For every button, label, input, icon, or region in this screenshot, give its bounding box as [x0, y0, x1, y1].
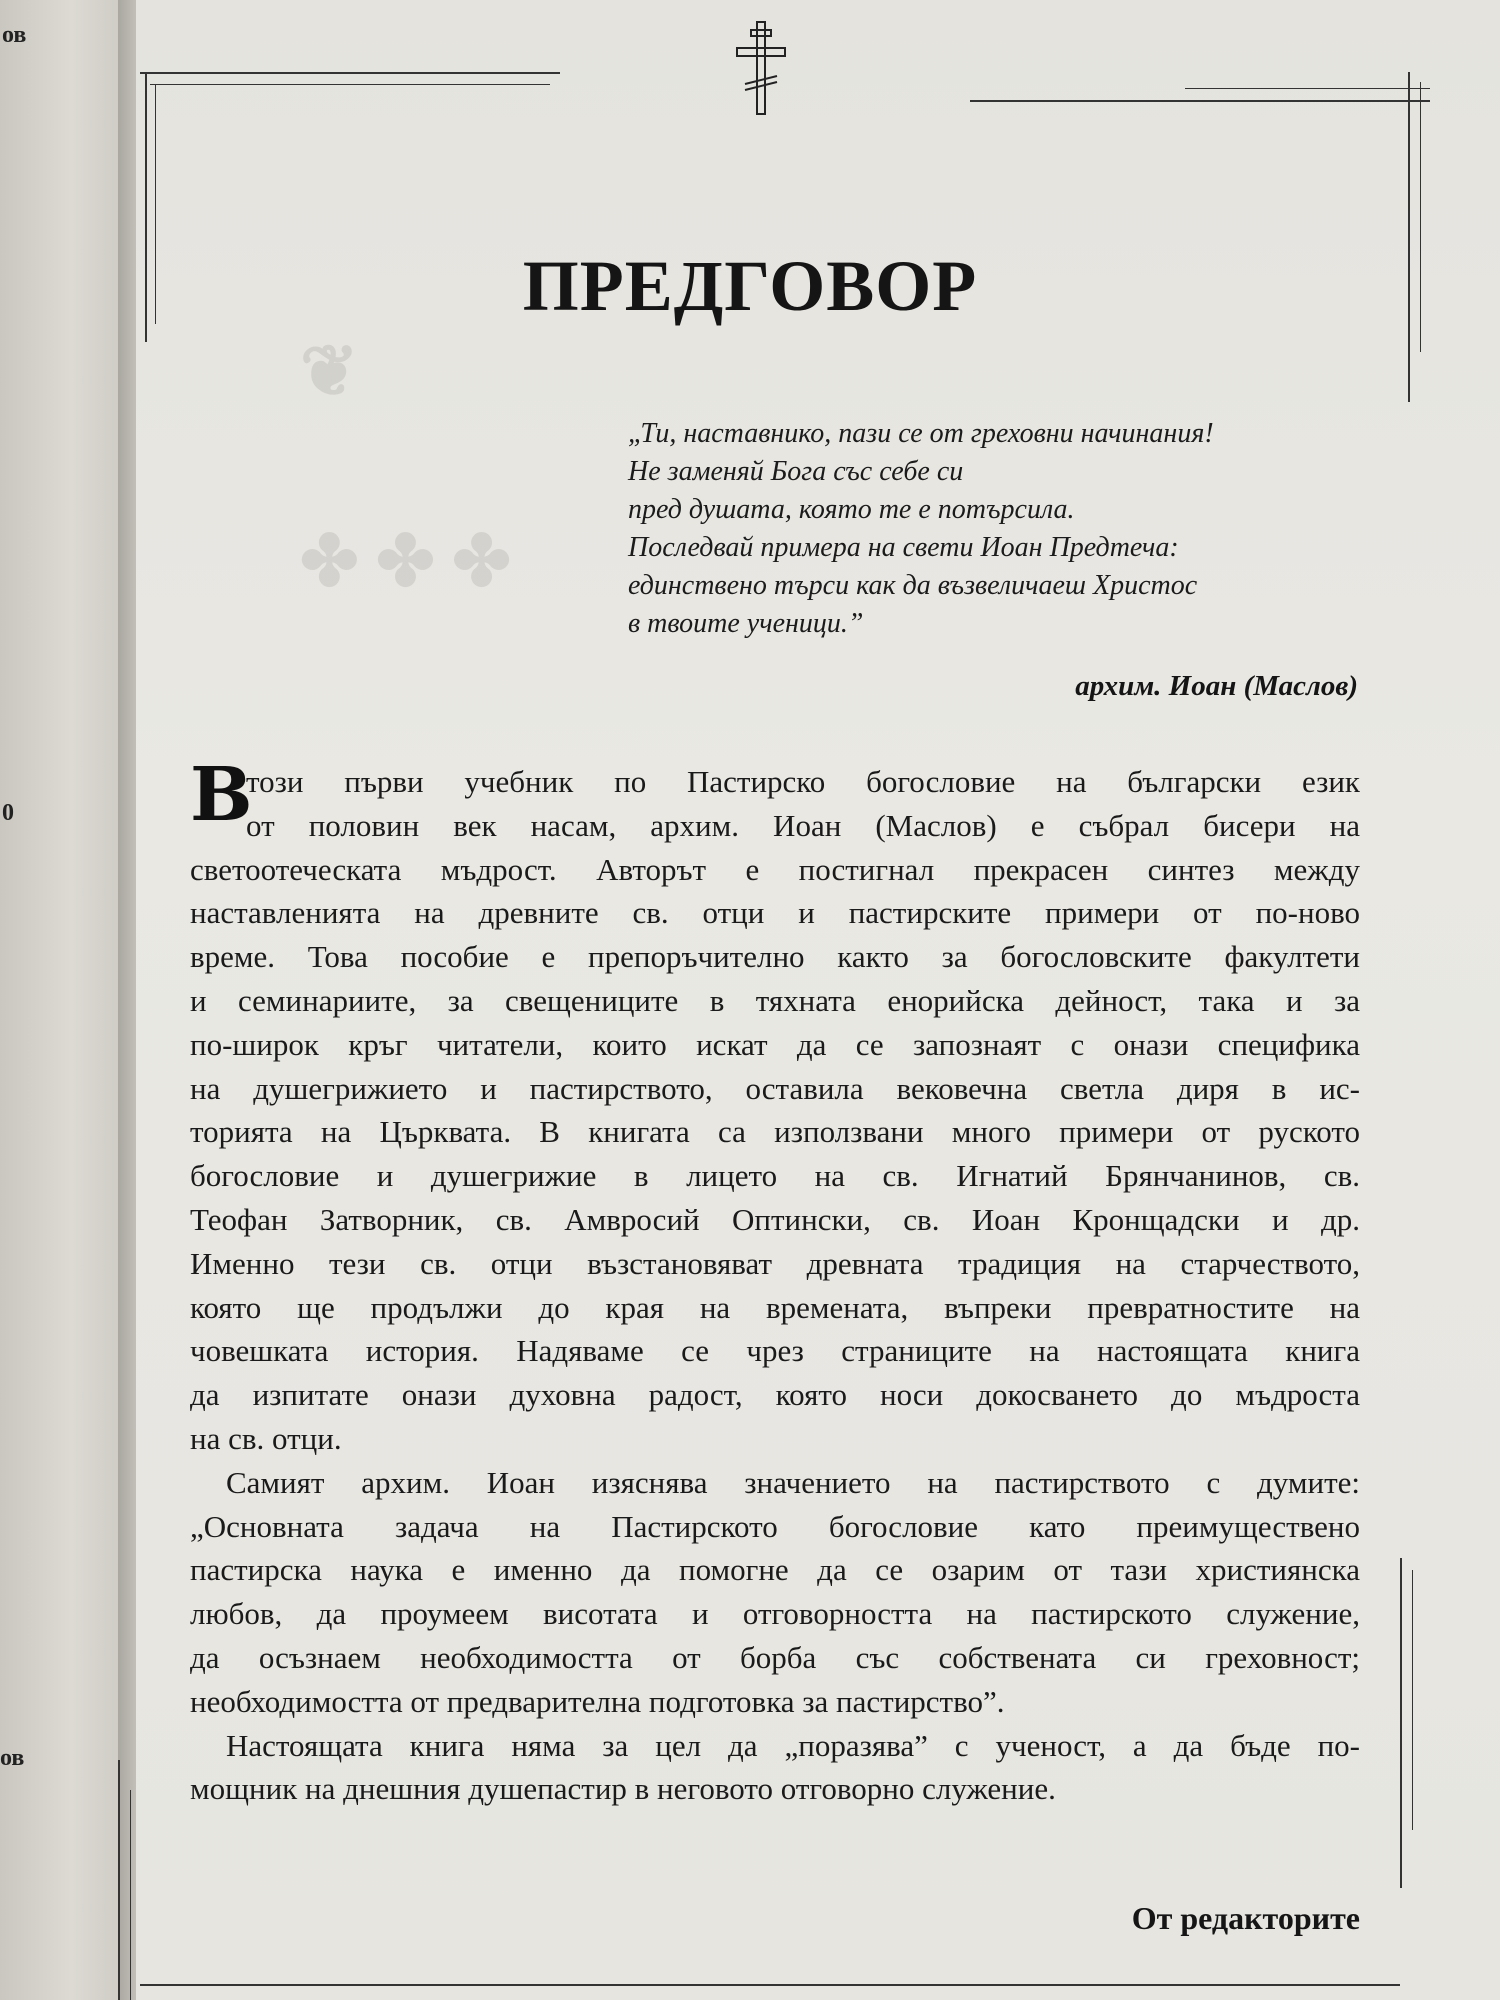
paragraph-line: да изпитате онази духовна радост, която носи докосването до мъдроста	[190, 1377, 1360, 1413]
paragraph-line: Самият архим. Иоан изяснява значението на пастирството с думите:	[226, 1464, 1360, 1500]
paragraph-line: Настоящата книга няма за цел да „поразява” с ученост, а да бъде по-	[226, 1727, 1360, 1763]
show-through-decoration: ❦	[300, 334, 359, 411]
paragraph-line: и семинариите, за свещениците в тяхната енорийска дейност, така и за	[190, 982, 1360, 1018]
paragraph-line: светоотеческата мъдрост. Авторът е постигнал прекрасен синтез между	[190, 851, 1360, 887]
frame-right-line	[1420, 82, 1421, 352]
paragraph-line: Именно тези св. отци възстановяват древната традиция на старчеството,	[190, 1245, 1360, 1281]
orthodox-cross-icon	[731, 18, 791, 118]
frame-left-bottom-line	[118, 1760, 120, 2000]
paragraph-line: на св. отци.	[190, 1420, 342, 1456]
paragraph-line: която ще продължи до края на времената, въпреки превратностите на	[190, 1289, 1360, 1325]
paragraph-line: необходимостта от предварителна подготовка за пастирство”.	[190, 1683, 1005, 1719]
paragraph-line: торията на Църквата. В книгата са използвани много примери от руското	[190, 1114, 1360, 1150]
epigraph-line: Не заменяй Бога със себе си	[628, 456, 964, 487]
paragraph-line: мощник на днешния душепастир в неговото отговорно служение.	[190, 1771, 1056, 1807]
page-title: ПРЕДГОВОР	[522, 246, 978, 326]
paragraph-line: пастирска наука е именно да помогне да се озарим от тази християнска	[190, 1552, 1360, 1588]
epigraph-attribution: архим. Иоан (Маслов)	[1075, 670, 1358, 702]
frame-right-line	[1412, 1570, 1413, 1830]
paragraph-line: наставленията на древните св. отци и пастирските примери от по-ново	[190, 895, 1360, 931]
show-through-decoration: ✤ ✤ ✤	[300, 524, 511, 601]
drop-cap-letter: В	[190, 752, 253, 838]
frame-top-right-line	[1185, 88, 1430, 89]
frame-bottom-line	[140, 1984, 1400, 1986]
epigraph-line: единствено търси как да възвеличаеш Христос	[628, 570, 1198, 601]
paragraph-line: този първи учебник по Пастирско богословие на български език	[246, 764, 1360, 799]
epigraph	[628, 415, 1368, 643]
left-page-edge	[0, 0, 118, 2000]
paragraph-line: от половин век насам, архим. Иоан (Маслов) е събрал бисери на	[246, 807, 1360, 843]
left-page-fragment: ов	[2, 22, 27, 48]
paragraph-line: да осъзнаем необходимостта от борба със собствената си греховност;	[190, 1639, 1360, 1675]
epigraph-line: пред душата, която те е потърсила.	[628, 494, 1075, 525]
paragraph-line: любов, да проумеем висотата и отговорността на пастирското служение,	[190, 1596, 1360, 1632]
paragraph-line: на душегрижието и пастирството, оставила вековечна светла диря в ис-	[190, 1070, 1360, 1106]
frame-top-left-line	[150, 84, 550, 85]
paragraph-line: време. Това пособие е препоръчително както за богословските факултети	[190, 939, 1360, 975]
frame-left-line	[155, 84, 156, 324]
frame-left-line	[145, 72, 147, 342]
left-page-fragment: 0	[2, 800, 14, 826]
paragraph-line: човешката история. Надяваме се чрез страниците на настоящата книга	[190, 1333, 1360, 1369]
paragraph-line: „Основната задача на Пастирското богословие като преимуществено	[190, 1508, 1360, 1544]
paragraph-line: по-широк кръг читатели, които искат да се запознаят с онази специфика	[190, 1026, 1360, 1062]
frame-left-bottom-line	[130, 1790, 131, 2000]
epigraph-line: Последвай примера на свети Иоан Предтеча:	[628, 532, 1179, 563]
left-page-fragment: ов	[0, 1745, 25, 1771]
paragraph-line: Теофан Затворник, св. Амвросий Оптински, св. Иоан Кронщадски и др.	[190, 1201, 1360, 1237]
frame-right-line	[1408, 72, 1410, 402]
frame-right-line	[1400, 1558, 1402, 1888]
frame-top-right-line	[970, 100, 1430, 102]
preface-body	[190, 752, 1360, 1811]
epigraph-line: в твоите ученици.”	[628, 608, 864, 639]
frame-top-left-line	[140, 72, 560, 74]
signature: От редакторите	[1131, 1900, 1360, 1936]
epigraph-line: „Ти, наставнико, пази се от греховни начинания!	[628, 418, 1214, 449]
paragraph-line: богословие и душегрижие в лицето на св. Игнатий Брянчанинов, св.	[190, 1158, 1360, 1194]
